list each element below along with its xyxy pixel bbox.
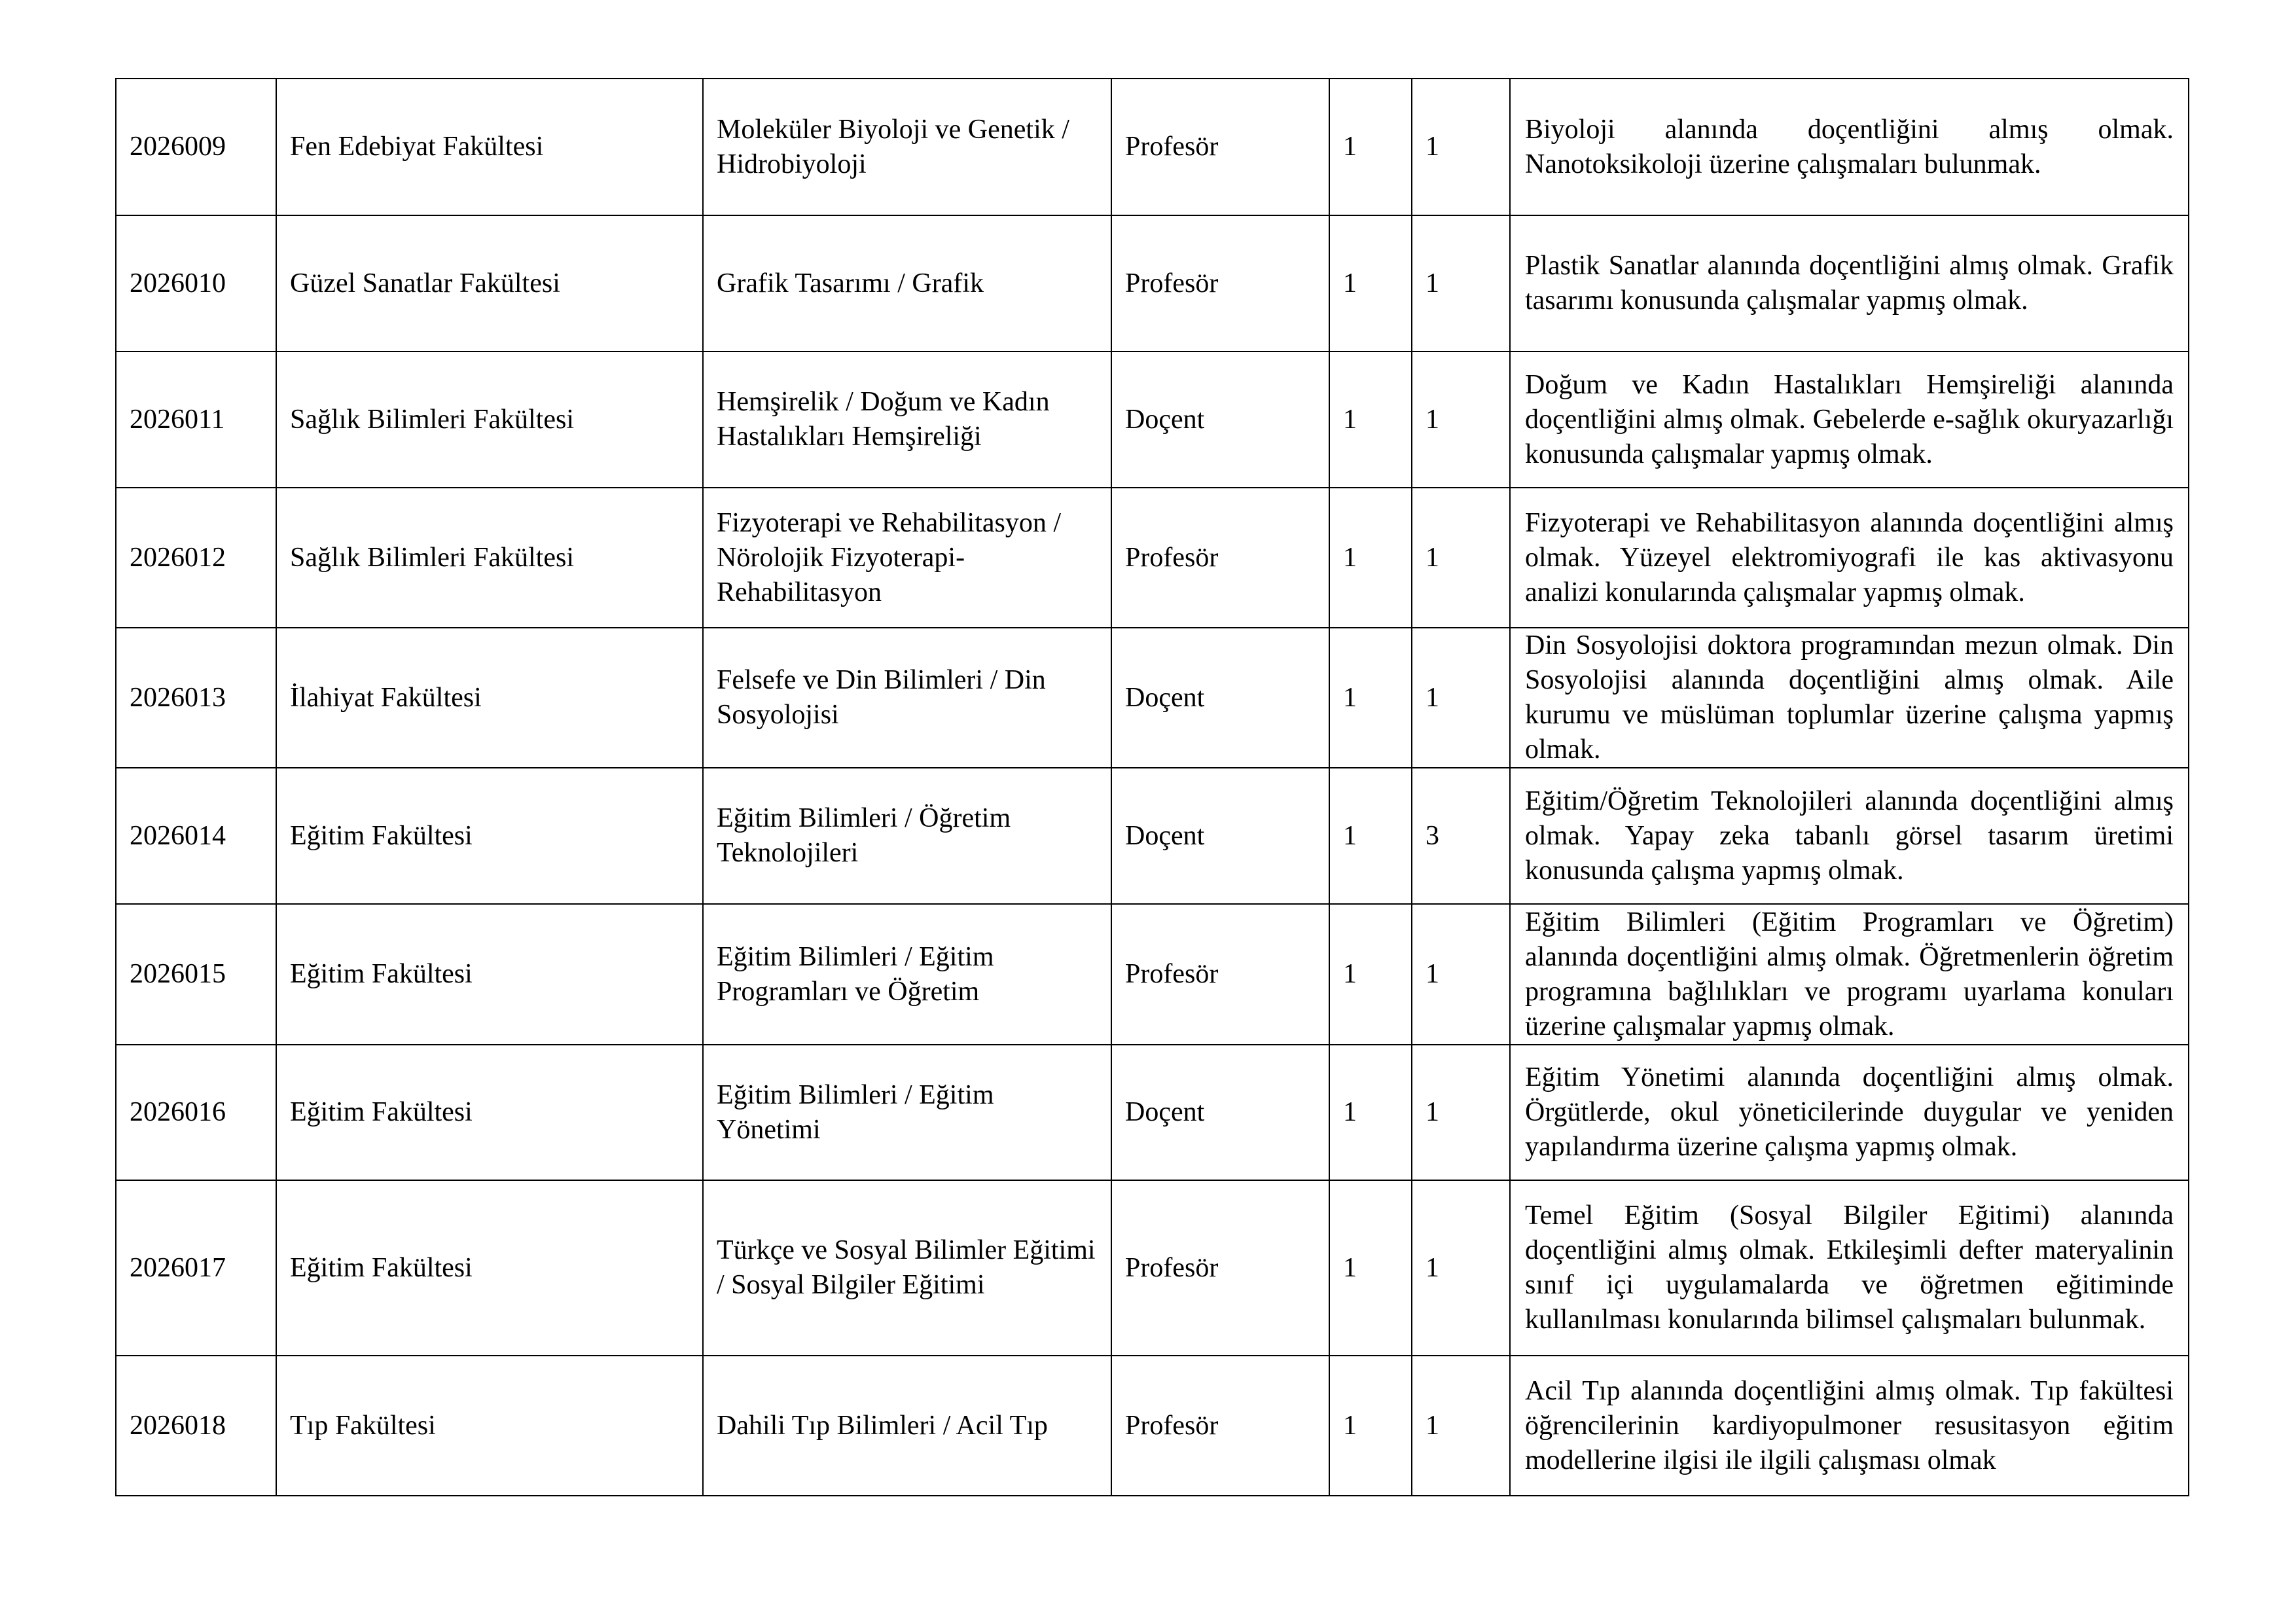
position-count: 3: [1412, 768, 1510, 904]
position-count: 1: [1412, 628, 1510, 768]
table-row: [116, 1045, 2189, 1180]
position-code: 2026015: [116, 904, 276, 1045]
requirements-text: Eğitim Bilimleri (Eğitim Programları ve Öğretim) alanında doçentliğini almış olmak. Öğretmenlerin öğretim programına bağlılıkları ve programı uyarlama konuları üzerine çalışmalar yapmış olmak.: [1510, 904, 2189, 1045]
position-count: 1: [1412, 904, 1510, 1045]
requirements-text: Eğitim/Öğretim Teknolojileri alanında doçentliğini almış olmak. Yapay zeka tabanlı görsel tasarım üretimi konusunda çalışma yapmış olmak.: [1510, 768, 2189, 904]
degree-value: 1: [1329, 628, 1412, 768]
position-code: 2026011: [116, 352, 276, 488]
degree-value: 1: [1329, 1180, 1412, 1356]
faculty-name: Güzel Sanatlar Fakültesi: [276, 215, 703, 352]
position-code: 2026017: [116, 1180, 276, 1356]
position-code: 2026016: [116, 1045, 276, 1180]
position-code: 2026009: [116, 79, 276, 215]
degree-value: 1: [1329, 904, 1412, 1045]
department-name: Moleküler Biyoloji ve Genetik / Hidrobiyoloji: [703, 79, 1111, 215]
requirements-text: Temel Eğitim (Sosyal Bilgiler Eğitimi) alanında doçentliğini almış olmak. Etkileşimli defter materyalinin sınıf içi uygulamalarda ve öğretmen eğitiminde kullanılması konularında bilimsel çalışmaları bulunmak.: [1510, 1180, 2189, 1356]
position-code: 2026014: [116, 768, 276, 904]
degree-value: 1: [1329, 215, 1412, 352]
faculty-name: Fen Edebiyat Fakültesi: [276, 79, 703, 215]
position-code: 2026018: [116, 1356, 276, 1496]
position-count: 1: [1412, 79, 1510, 215]
requirements-text: Plastik Sanatlar alanında doçentliğini almış olmak. Grafik tasarımı konusunda çalışmalar yapmış olmak.: [1510, 215, 2189, 352]
degree-value: 1: [1329, 79, 1412, 215]
table-row: [116, 904, 2189, 1045]
position-count: 1: [1412, 215, 1510, 352]
position-count: 1: [1412, 1045, 1510, 1180]
faculty-name: Eğitim Fakültesi: [276, 1045, 703, 1180]
faculty-name: Tıp Fakültesi: [276, 1356, 703, 1496]
department-name: Felsefe ve Din Bilimleri / Din Sosyolojisi: [703, 628, 1111, 768]
faculty-name: Eğitim Fakültesi: [276, 1180, 703, 1356]
faculty-name: Eğitim Fakültesi: [276, 768, 703, 904]
academic-title: Profesör: [1111, 79, 1329, 215]
faculty-name: İlahiyat Fakültesi: [276, 628, 703, 768]
position-code: 2026013: [116, 628, 276, 768]
table-row: [116, 79, 2189, 215]
table-row: [116, 215, 2189, 352]
department-name: Eğitim Bilimleri / Eğitim Yönetimi: [703, 1045, 1111, 1180]
position-count: 1: [1412, 1180, 1510, 1356]
faculty-name: Sağlık Bilimleri Fakültesi: [276, 488, 703, 628]
table-row: [116, 1356, 2189, 1496]
requirements-text: Din Sosyolojisi doktora programından mezun olmak. Din Sosyolojisi alanında doçentliğini almış olmak. Aile kurumu ve müslüman toplumlar üzerine çalışma yapmış olmak.: [1510, 628, 2189, 768]
requirements-text: Eğitim Yönetimi alanında doçentliğini almış olmak. Örgütlerde, okul yöneticilerinde duygular ve yeniden yapılandırma üzerine çalışma yapmış olmak.: [1510, 1045, 2189, 1180]
department-name: Eğitim Bilimleri / Eğitim Programları ve Öğretim: [703, 904, 1111, 1045]
degree-value: 1: [1329, 352, 1412, 488]
table-row: [116, 1180, 2189, 1356]
degree-value: 1: [1329, 1045, 1412, 1180]
academic-title: Profesör: [1111, 488, 1329, 628]
table-row: [116, 488, 2189, 628]
requirements-text: Fizyoterapi ve Rehabilitasyon alanında doçentliğini almış olmak. Yüzeyel elektromiyografi ile kas aktivasyonu analizi konularında çalışmalar yapmış olmak.: [1510, 488, 2189, 628]
department-name: Hemşirelik / Doğum ve Kadın Hastalıkları Hemşireliği: [703, 352, 1111, 488]
academic-title: Profesör: [1111, 1356, 1329, 1496]
academic-title: Doçent: [1111, 1045, 1329, 1180]
academic-title: Doçent: [1111, 628, 1329, 768]
table-row: [116, 628, 2189, 768]
requirements-text: Biyoloji alanında doçentliğini almış olmak. Nanotoksikoloji üzerine çalışmaları bulunmak.: [1510, 79, 2189, 215]
position-listing-table: [115, 78, 2189, 1496]
position-count: 1: [1412, 1356, 1510, 1496]
faculty-name: Sağlık Bilimleri Fakültesi: [276, 352, 703, 488]
requirements-text: Doğum ve Kadın Hastalıkları Hemşireliği alanında doçentliğini almış olmak. Gebelerde e-sağlık okuryazarlığı konusunda çalışmalar yapmış olmak.: [1510, 352, 2189, 488]
table-row: [116, 352, 2189, 488]
academic-title: Doçent: [1111, 768, 1329, 904]
department-name: Eğitim Bilimleri / Öğretim Teknolojileri: [703, 768, 1111, 904]
degree-value: 1: [1329, 768, 1412, 904]
table-row: [116, 768, 2189, 904]
academic-title: Profesör: [1111, 215, 1329, 352]
position-count: 1: [1412, 352, 1510, 488]
department-name: Grafik Tasarımı / Grafik: [703, 215, 1111, 352]
department-name: Fizyoterapi ve Rehabilitasyon / Nörolojik Fizyoterapi-Rehabilitasyon: [703, 488, 1111, 628]
degree-value: 1: [1329, 1356, 1412, 1496]
degree-value: 1: [1329, 488, 1412, 628]
position-code: 2026012: [116, 488, 276, 628]
position-count: 1: [1412, 488, 1510, 628]
academic-title: Doçent: [1111, 352, 1329, 488]
position-code: 2026010: [116, 215, 276, 352]
academic-title: Profesör: [1111, 904, 1329, 1045]
requirements-text: Acil Tıp alanında doçentliğini almış olmak. Tıp fakültesi öğrencilerinin kardiyopulmoner resusitasyon eğitim modellerine ilgisi ile ilgili çalışması olmak: [1510, 1356, 2189, 1496]
academic-title: Profesör: [1111, 1180, 1329, 1356]
department-name: Dahili Tıp Bilimleri / Acil Tıp: [703, 1356, 1111, 1496]
department-name: Türkçe ve Sosyal Bilimler Eğitimi / Sosyal Bilgiler Eğitimi: [703, 1180, 1111, 1356]
faculty-name: Eğitim Fakültesi: [276, 904, 703, 1045]
